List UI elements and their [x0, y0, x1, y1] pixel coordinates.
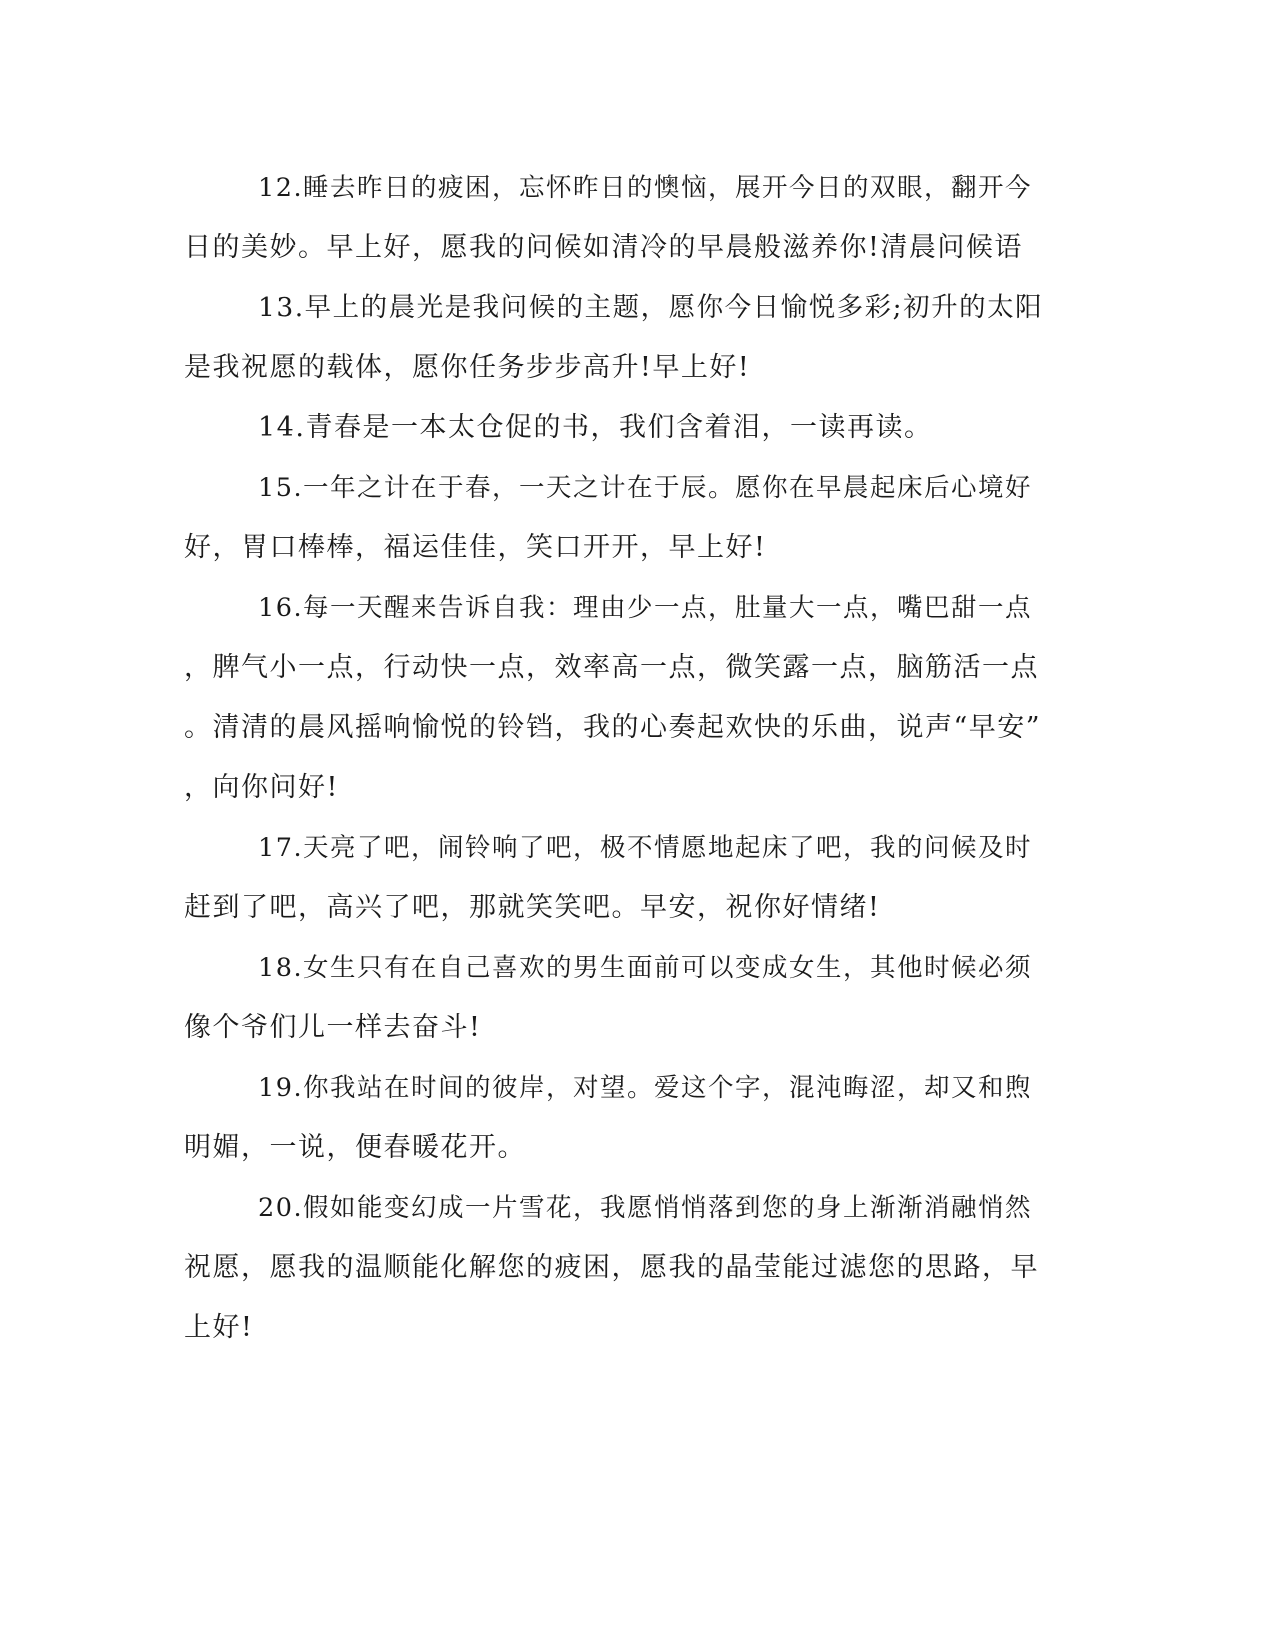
paragraph-line: 祝愿，愿我的温顺能化解您的疲困，愿我的晶莹能过滤您的思路，早	[184, 1252, 1039, 1283]
paragraph-first-line: 14.青春是一本太仓促的书，我们含着泪，一读再读。	[258, 412, 933, 443]
paragraph-line: 上好!	[184, 1312, 254, 1343]
paragraph-first-line: 20.假如能变幻成一片雪花，我愿悄悄落到您的身上渐渐消融悄然	[258, 1193, 1033, 1223]
paragraph-line: ，向你问好!	[184, 772, 339, 803]
paragraph-line: 好，胃口棒棒，福运佳佳，笑口开开，早上好!	[184, 532, 767, 563]
paragraph-first-line: 15.一年之计在于春，一天之计在于辰。愿你在早晨起床后心境好	[258, 473, 1033, 503]
paragraph-first-line: 17.天亮了吧，闹铃响了吧，极不情愿地起床了吧，我的问候及时	[258, 833, 1033, 863]
paragraph-line: 日的美妙。早上好，愿我的问候如清冷的早晨般滋养你!清晨问候语	[184, 232, 1023, 263]
paragraph-first-line: 19.你我站在时间的彼岸，对望。爱这个字，混沌晦涩，却又和煦	[258, 1073, 1033, 1103]
paragraph-first-line: 13.早上的晨光是我问候的主题，愿你今日愉悦多彩;初升的太阳	[258, 292, 1044, 323]
paragraph-line: ，脾气小一点，行动快一点，效率高一点，微笑露一点，脑筋活一点	[184, 652, 1039, 683]
paragraph-line: 。清清的晨风摇响愉悦的铃铛，我的心奏起欢快的乐曲，说声“早安”	[184, 712, 1042, 743]
paragraph-first-line: 18.女生只有在自己喜欢的男生面前可以变成女生，其他时候必须	[258, 953, 1033, 983]
paragraph-line: 像个爷们儿一样去奋斗!	[184, 1012, 482, 1043]
paragraph-line: 明媚，一说，便春暖花开。	[184, 1132, 526, 1163]
document-body	[184, 158, 1064, 1358]
paragraph-first-line: 16.每一天醒来告诉自我：理由少一点，肚量大一点，嘴巴甜一点	[258, 593, 1033, 623]
paragraph-line: 赶到了吧，高兴了吧，那就笑笑吧。早安，祝你好情绪!	[184, 892, 881, 923]
paragraph-first-line: 12.睡去昨日的疲困，忘怀昨日的懊恼，展开今日的双眼，翻开今	[258, 173, 1033, 203]
paragraph-line: 是我祝愿的载体，愿你任务步步高升!早上好!	[184, 352, 751, 383]
